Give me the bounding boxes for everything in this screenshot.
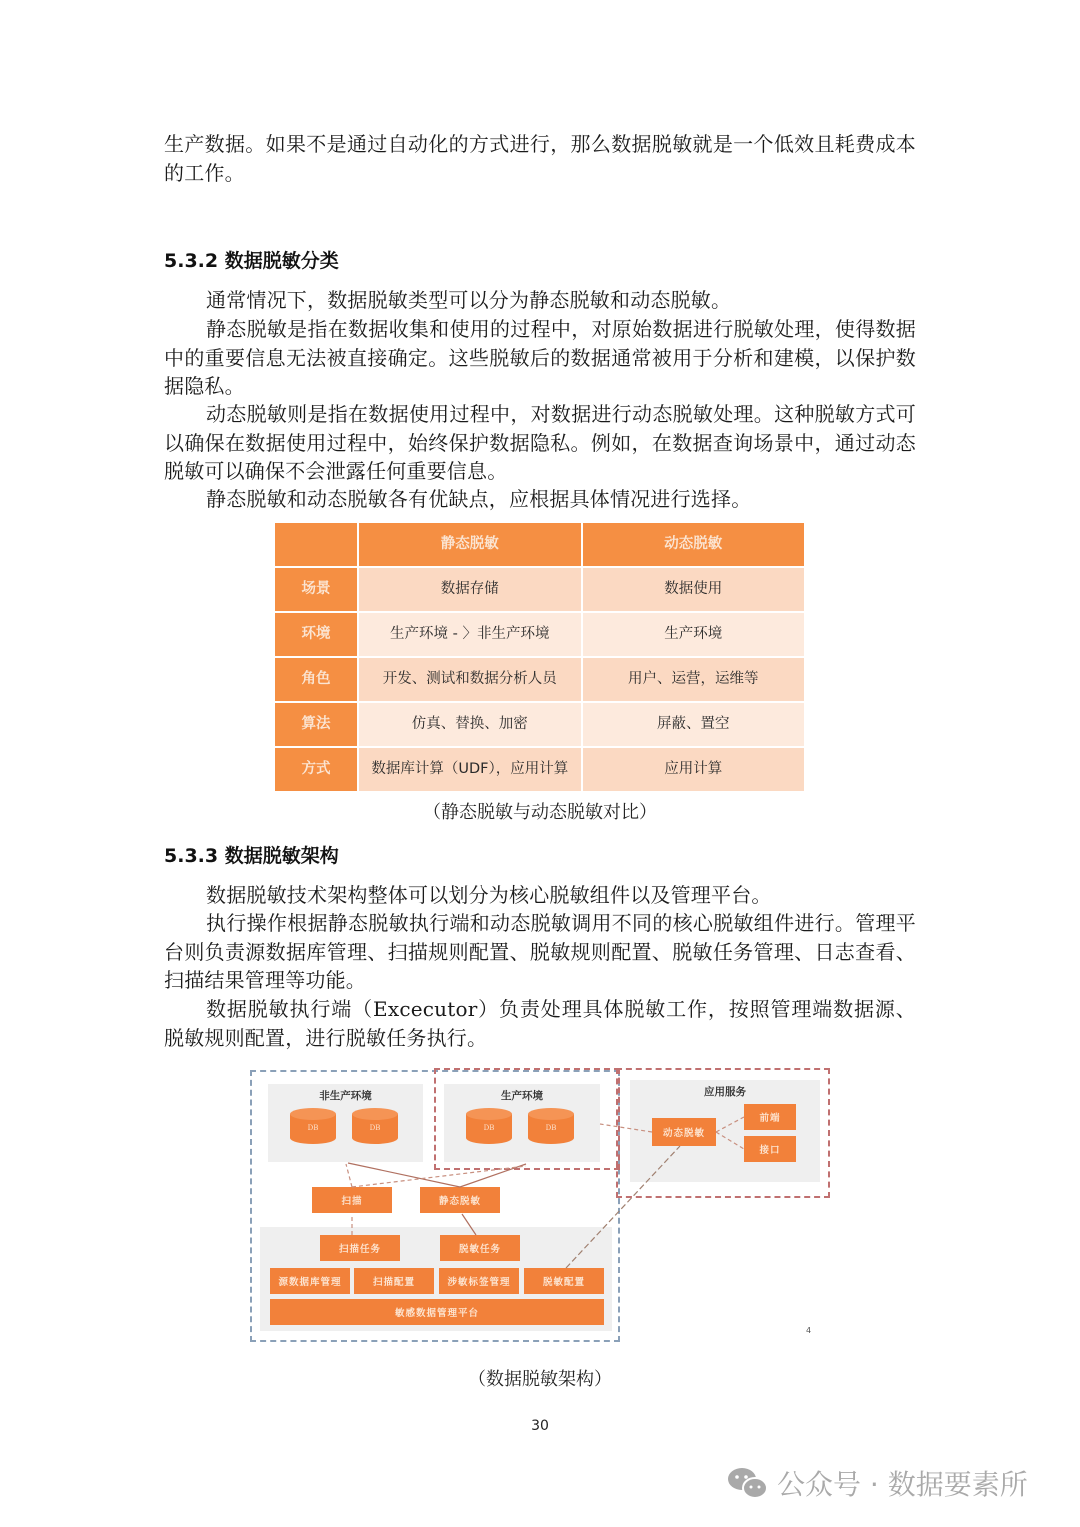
panel-title: 非生产环境 (319, 1090, 372, 1102)
paragraph: 数据脱敏执行端（Excecutor）负责处理具体脱敏工作，按照管理端数据源、脱敏规则配置，进行脱敏任务执行。 (164, 997, 916, 1050)
table-row (274, 567, 805, 612)
paragraph: 执行操作根据静态脱敏执行端和动态脱敏调用不同的核心脱敏组件进行。管理平台则负责源数据库管理、扫描规则配置、脱敏规则配置、脱敏任务管理、日志查看、扫描结果管理等功能。 (164, 911, 916, 992)
platform-module: 源数据库管理 (270, 1268, 350, 1294)
section-532-heading: 5.3.2 数据脱敏分类 (164, 250, 339, 272)
column-header-dynamic: 动态脱敏 (582, 522, 805, 567)
paragraph: 静态脱敏是指在数据收集和使用的过程中，对原始数据进行脱敏处理，使得数据中的重要信息无法被直接确定。这些脱敏后的数据通常被用于分析和建模，以保护数据隐私。 (164, 317, 916, 398)
connector-arrows (248, 1064, 838, 1349)
table-row (274, 612, 805, 657)
paragraph: 通常情况下，数据脱敏类型可以分为静态脱敏和动态脱敏。 (206, 288, 732, 312)
table-cell: 屏蔽、置空 (582, 702, 805, 747)
database-icon: DB (290, 1108, 336, 1148)
paragraph: 静态脱敏和动态脱敏各有优缺点，应根据具体情况进行选择。 (206, 487, 752, 511)
frontend-box: 前端 (744, 1104, 796, 1130)
row-header: 环境 (274, 612, 358, 657)
table-cell: 数据库计算（UDF），应用计算 (358, 747, 581, 792)
row-header: 场景 (274, 567, 358, 612)
row-header: 角色 (274, 657, 358, 702)
database-icon: DB (352, 1108, 398, 1148)
architecture-diagram (248, 1064, 838, 1349)
table-cell: 生产环境 (582, 612, 805, 657)
section-533-heading: 5.3.3 数据脱敏架构 (164, 845, 339, 867)
platform-bar: 敏感数据管理平台 (270, 1299, 604, 1325)
table-row (274, 747, 805, 792)
watermark-text: 公众号 · 数据要素所 (777, 1468, 1028, 1501)
diagram-caption: （数据脱敏架构） (468, 1369, 612, 1390)
interface-box: 接口 (744, 1136, 796, 1162)
diagram-corner-number: 4 (806, 1326, 812, 1335)
watermark (727, 1463, 1028, 1503)
table-row (274, 657, 805, 702)
table-cell: 开发、测试和数据分析人员 (358, 657, 581, 702)
table-cell: 仿真、替换、加密 (358, 702, 581, 747)
row-header: 方式 (274, 747, 358, 792)
row-header: 算法 (274, 702, 358, 747)
dynamic-masking-box: 动态脱敏 (652, 1118, 716, 1146)
static-masking-box: 静态脱敏 (420, 1187, 500, 1213)
table-cell: 用户、运营，运维等 (582, 657, 805, 702)
column-header-static: 静态脱敏 (358, 522, 581, 567)
table-corner-cell (274, 522, 358, 567)
platform-module: 涉敏标签管理 (439, 1268, 519, 1294)
table-row (274, 702, 805, 747)
table-caption: （静态脱敏与动态脱敏对比） (423, 802, 657, 823)
scan-box: 扫描 (312, 1187, 392, 1213)
scan-task-box: 扫描任务 (320, 1235, 400, 1261)
table-header-row (274, 522, 805, 567)
platform-module: 扫描配置 (354, 1268, 434, 1294)
database-icon: DB (528, 1108, 574, 1148)
panel-title: 生产环境 (501, 1090, 543, 1102)
paragraph: 动态脱敏则是指在数据使用过程中，对数据进行动态脱敏处理。这种脱敏方式可以确保在数据使用过程中，始终保护数据隐私。例如，在数据查询场景中，通过动态脱敏可以确保不会泄露任何重要信息。 (164, 402, 916, 483)
paragraph: 数据脱敏技术架构整体可以划分为核心脱敏组件以及管理平台。 (206, 883, 772, 907)
comparison-table (273, 521, 806, 793)
database-icon: DB (466, 1108, 512, 1148)
panel-title: 应用服务 (704, 1086, 746, 1098)
table-cell: 数据使用 (582, 567, 805, 612)
table-cell: 数据存储 (358, 567, 581, 612)
table-cell: 生产环境 - 〉非生产环境 (358, 612, 581, 657)
wechat-icon (727, 1466, 769, 1500)
table-cell: 应用计算 (582, 747, 805, 792)
platform-module: 脱敏配置 (524, 1268, 604, 1294)
masking-task-box: 脱敏任务 (440, 1235, 520, 1261)
page-number: 30 (531, 1418, 549, 1434)
intro-paragraph: 生产数据。如果不是通过自动化的方式进行，那么数据脱敏就是一个低效且耗费成本的工作。 (164, 132, 916, 185)
